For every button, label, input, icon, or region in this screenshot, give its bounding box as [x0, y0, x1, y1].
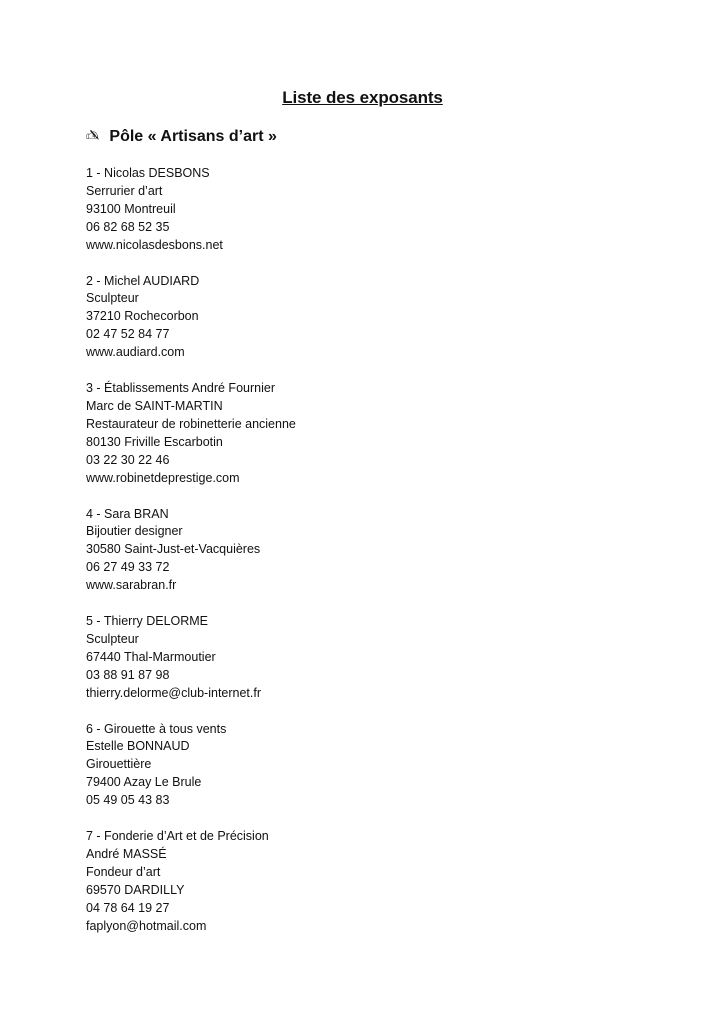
exhibitor-website: www.nicolasdesbons.net — [86, 237, 223, 252]
exhibitor-entry — [86, 828, 686, 935]
exhibitor-website: www.audiard.com — [86, 345, 185, 360]
exhibitor-phone: 05 49 05 43 83 — [86, 793, 170, 808]
page-title: Liste des exposants — [282, 88, 443, 107]
exhibitor-entry — [86, 380, 686, 487]
exhibitor-city: 69570 DARDILLY — [86, 882, 185, 897]
exhibitor-heading: 6 - Girouette à tous vents — [86, 721, 227, 736]
exhibitor-city: 93100 Montreuil — [86, 201, 176, 216]
exhibitor-city: 79400 Azay Le Brule — [86, 775, 202, 790]
exhibitor-contact: Marc de SAINT-MARTIN — [86, 398, 223, 413]
exhibitor-profession: Bijoutier designer — [86, 524, 183, 539]
exhibitor-profession: Restaurateur de robinetterie ancienne — [86, 416, 296, 431]
pencil-icon: ✍ — [86, 128, 100, 145]
exhibitor-phone: 02 47 52 84 77 — [86, 327, 170, 342]
exhibitor-city: 30580 Saint-Just-et-Vacquières — [86, 542, 261, 557]
exhibitor-profession: Girouettière — [86, 757, 152, 772]
exhibitor-phone: 03 22 30 22 46 — [86, 452, 170, 467]
exhibitor-heading: 4 - Sara BRAN — [86, 506, 169, 521]
exhibitor-profession: Fondeur d’art — [86, 864, 161, 879]
exhibitor-website: www.sarabran.fr — [86, 578, 177, 593]
exhibitor-heading: 5 - Thierry DELORME — [86, 614, 209, 629]
exhibitor-profession: Sculpteur — [86, 291, 139, 306]
exhibitor-heading: 7 - Fonderie d’Art et de Précision — [86, 829, 269, 844]
exhibitor-phone: 03 88 91 87 98 — [86, 667, 170, 682]
exhibitor-heading: 2 - Michel AUDIARD — [86, 273, 200, 288]
exhibitor-email: faplyon@hotmail.com — [86, 918, 207, 933]
exhibitor-city: 80130 Friville Escarbotin — [86, 434, 223, 449]
exhibitor-entry — [86, 506, 686, 596]
exhibitor-email: thierry.delorme@club-internet.fr — [86, 685, 262, 700]
exhibitor-entry — [86, 273, 686, 363]
exhibitor-entry — [86, 613, 686, 703]
exhibitor-profession: Sculpteur — [86, 631, 139, 646]
exhibitor-phone: 04 78 64 19 27 — [86, 900, 170, 915]
exhibitor-contact: Estelle BONNAUD — [86, 739, 190, 754]
section-title: Pôle « Artisans d’art » — [109, 128, 277, 145]
exhibitor-city: 37210 Rochecorbon — [86, 309, 199, 324]
exhibitor-contact: André MASSÉ — [86, 847, 167, 861]
section-heading — [86, 127, 277, 147]
exhibitor-heading: 1 - Nicolas DESBONS — [86, 166, 210, 180]
exhibitor-entry — [86, 165, 686, 255]
exhibitor-city: 67440 Thal-Marmoutier — [86, 649, 216, 664]
exhibitor-profession: Serrurier d’art — [86, 183, 163, 198]
exhibitor-list — [86, 165, 686, 954]
exhibitor-heading: 3 - Établissements André Fournier — [86, 381, 275, 396]
exhibitor-entry — [86, 721, 686, 811]
exhibitor-phone: 06 27 49 33 72 — [86, 560, 170, 575]
exhibitor-website: www.robinetdeprestige.com — [86, 470, 240, 485]
exhibitor-phone: 06 82 68 52 35 — [86, 219, 170, 234]
